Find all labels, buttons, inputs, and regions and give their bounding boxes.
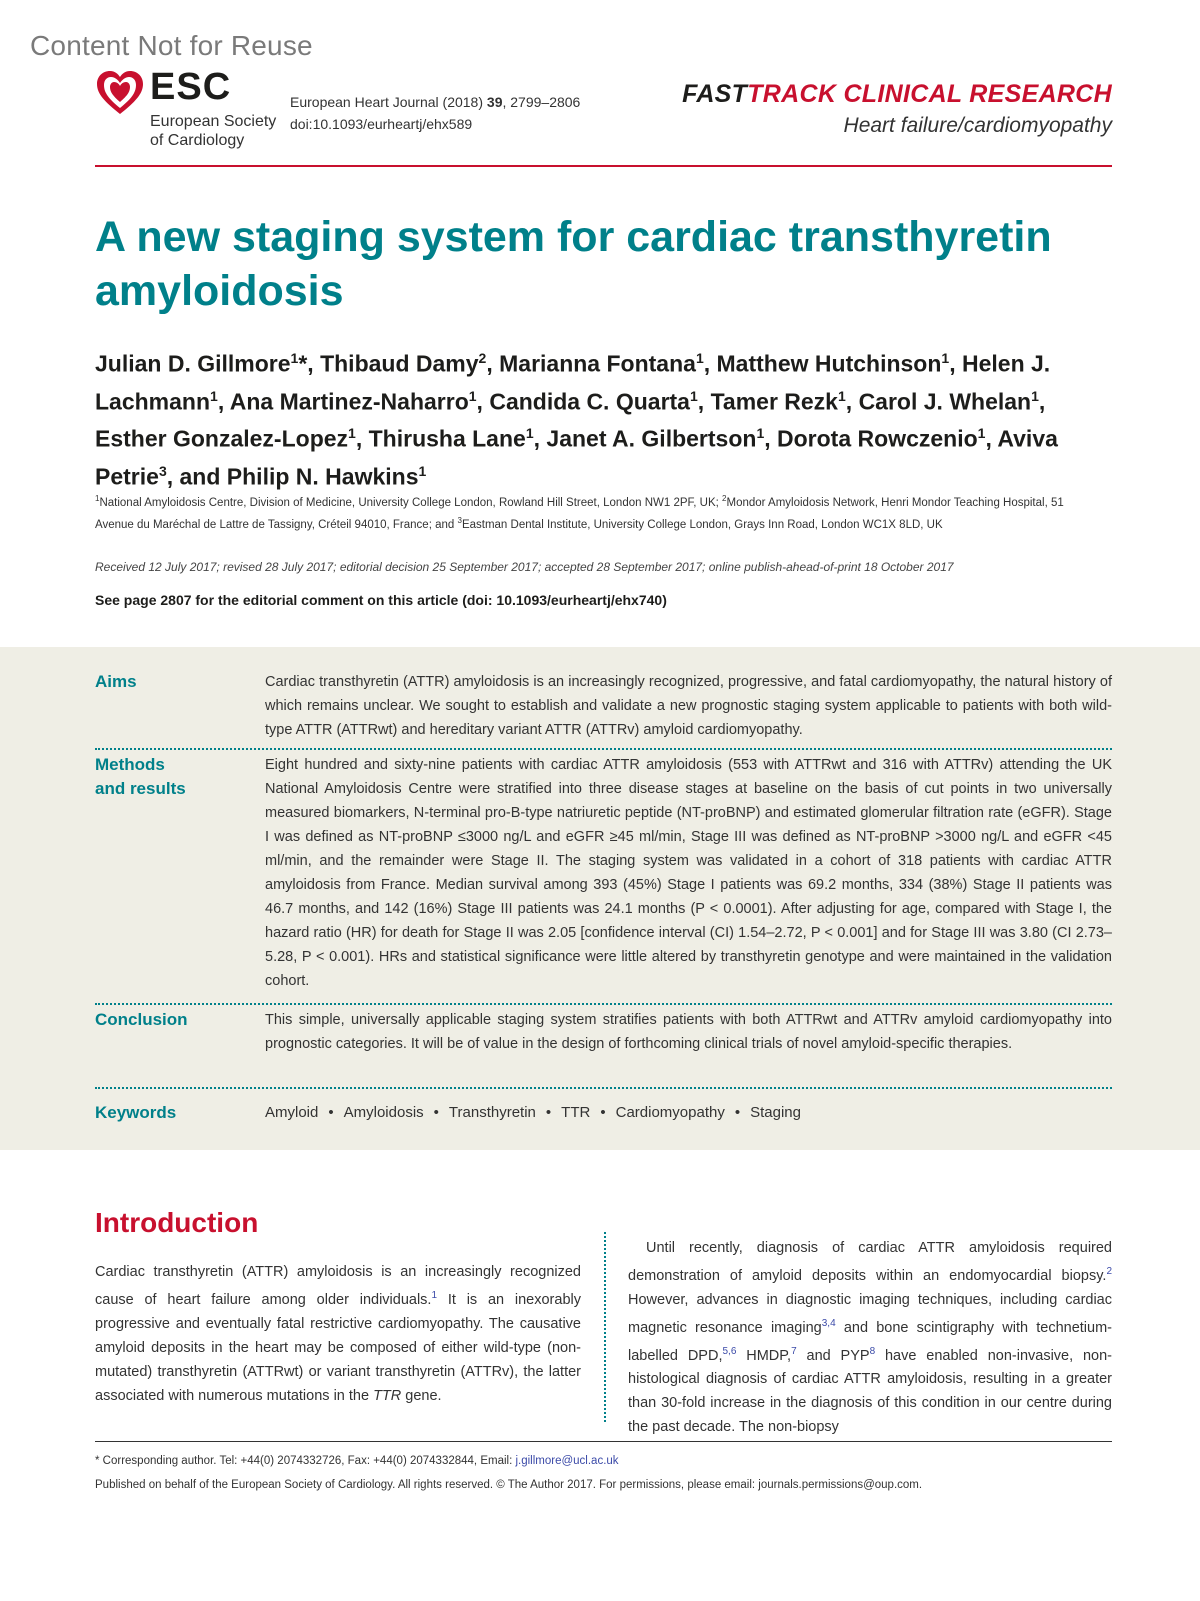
introduction-left-column [95, 1260, 581, 1408]
intro-right-text-5: and PYP [796, 1347, 870, 1364]
header-divider [95, 165, 1112, 167]
citation-line [290, 91, 580, 113]
section-fast: FAST [682, 80, 748, 108]
intro-right-text-6: have enabled non-invasive, non-histological diagnosis of cardiac ATTR amyloidosis, resulting in a greater than 30-fold increase in the diagnosis of this condition in our centre during the past decade. The non-biopsy [628, 1347, 1113, 1436]
keyword: Transthyretin [448, 1104, 536, 1121]
author-affiliation-mark: 1 [689, 387, 698, 404]
keyword: Staging [750, 1104, 801, 1121]
author-name: Janet A. Gilbertson [546, 425, 757, 452]
conclusion-text: This simple, universally applicable staging system stratifies patients with both ATTRwt and ATTRv amyloid cardiomyopathy into prognostic categories. It will be of value in the design of forthcoming clinical trials of novel amyloid-specific therapies. [265, 1012, 1112, 1052]
esc-logo [95, 64, 285, 148]
abstract-divider [95, 1087, 1112, 1089]
author-name: Thirusha Lane [368, 425, 526, 452]
introduction-right-column [628, 1236, 1112, 1439]
aims-text: Cardiac transthyretin (ATTR) amyloidosis is an increasingly recognized, progressive, and fatal cardiomyopathy, the natural history of which remains unclear. We sought to establish and validate a new prognostic staging system applicable to patients with both wild-type ATTR (ATTRwt) and hereditary variant ATTR (ATTRv) amyloid cardiomyopathy. [265, 674, 1112, 738]
abstract-divider [95, 1003, 1112, 1005]
author-affiliation-mark: 1 [210, 387, 218, 404]
author-affiliation-mark: 1 [525, 425, 534, 442]
column-divider [604, 1232, 606, 1422]
keyword: Amyloid [265, 1104, 319, 1121]
methods-label [95, 753, 245, 801]
corresponding-email-link[interactable]: j.gillmore@ucl.ac.uk [515, 1455, 619, 1467]
publication-note: Published on behalf of the European Society of Cardiology. All rights reserved. © The Author 2017. For permissions, please email: journals.permissions@oup.com. [95, 1479, 923, 1491]
author-affiliation-mark: 1 [468, 387, 477, 404]
intro-left-text-2: It is an inexorably progressive and eventually fatal restrictive cardiomyopathy. The causative amyloid deposits in the heart may be composed of either wild-type (non-mutated) transthyretin (ATTRwt) or variant transthyretin (ATTRv), the latter associated with numerous mutations in the [95, 1291, 581, 1404]
keywords-label: Keywords [95, 1103, 177, 1122]
citation-doi: doi:10.1093/eurheartj/ehx589 [290, 116, 473, 132]
author-list: Julian D. Gillmore$^1$*, Thibaud Damy$^2$, Marianna Fontana$^1$, Matthew Hutchinson$^1$, Helen J. Lachmann$^1$, Ana Martinez-Naharro$^1$, Candida C. Quarta$^1$, Tamer Rezk$^1$, Carol J. Whelan$^1$, Esther Gonzalez-Lopez$^1$, Thirusha Lane$^1$, Janet A. Gilbertson$^1$, Dorota Rowczenio$^1$, Aviva Petrie$^3$, and Philip N. Hawkins$^1$ [95, 350, 1058, 490]
logo-line-2: of Cardiology [150, 132, 245, 149]
keyword: TTR [561, 1104, 591, 1121]
intro-right-text-3: and bone scintigraphy with technetium-labelled DPD, [628, 1319, 1112, 1364]
citation-ref-8[interactable]: 8 [869, 1345, 876, 1357]
intro-left-text-1: Cardiac transthyretin (ATTR) amyloidosis is an increasingly recognized cause of heart failure among older individuals. [95, 1264, 581, 1308]
author-name: Philip N. Hawkins [226, 463, 419, 490]
intro-right-text-1: Until recently, diagnosis of cardiac ATTR amyloidosis required demonstration of amyloid deposits within an endomyocardial biopsy. [628, 1240, 1112, 1284]
author-name: Carol J. Whelan [858, 388, 1032, 415]
methods-text: Eight hundred and sixty-nine patients with cardiac ATTR amyloidosis (553 with ATTRwt and 316 with ATTRv) attending the UK National Amyloidosis Centre were stratified into three disease stages at baseline on the basis of cut points in two universally measured biomarkers, N-terminal pro-B-type natriuretic peptide (NT-proBNP) and estimated glomerular filtration rate (eGFR). Stage I was defined as NT-proBNP ≤3000 ng/L and eGFR ≥45 ml/min, Stage III was defined as NT-proBNP >3000 ng/L and eGFR <45 ml/min, and the remainder were Stage II. The staging system was validated in a cohort of 318 patients with cardiac ATTR amyloidosis from France. Median survival among 393 (45%) Stage I patients was 69.2 months, 334 (38%) Stage II patients was 46.7 months, and 142 (16%) Stage III patients was 24.1 months (P < 0.0001). After adjusting for age, compared with Stage I, the hazard ratio (HR) for death for Stage II was 2.05 [confidence interval (CI) 1.54–2.72, P < 0.001] and for Stage III was 3.80 (CI 2.73–5.28, P < 0.001). HRs and statistical significance were little altered by transthyretin genotype and were maintained in the validation cohort. [265, 757, 1112, 989]
logo-line-1: European Society [150, 113, 277, 130]
affiliation-number: 1 [95, 494, 100, 503]
keyword: Cardiomyopathy [615, 1104, 725, 1121]
intro-left-text-3: gene. [401, 1387, 442, 1404]
intro-right-text-2: However, advances in diagnostic imaging techniques, including cardiac magnetic resonance imaging [628, 1291, 1112, 1336]
citation-ref-1[interactable]: 1 [431, 1290, 438, 1301]
author-affiliation-mark: 1 [348, 425, 356, 442]
section-label [682, 80, 1112, 109]
author-affiliation-mark: 1 [290, 350, 299, 366]
author-name: Julian D. Gillmore [95, 350, 291, 377]
corresponding-text: * Corresponding author. Tel: +44(0) 2074332726, Fax: +44(0) 2074332844, Email: [95, 1455, 516, 1467]
author-name: Matthew Hutchinson [716, 350, 942, 377]
citation-prefix: European Heart Journal (2018) [290, 94, 487, 110]
affiliation-number: 3 [457, 515, 462, 525]
author-name: Helen J. Lachmann [95, 350, 1051, 415]
citation-ref-3-4[interactable]: 3,4 [821, 1317, 836, 1329]
journal-citation [290, 91, 580, 135]
author-affiliation-mark: 1 [756, 425, 765, 442]
affiliation-text: Eastman Dental Institute, University College London, Grays Inn Road, London WC1X 8LD, UK [461, 518, 943, 531]
conclusion-label: Conclusion [95, 1010, 188, 1029]
affiliation-text: National Amyloidosis Centre, Division of Medicine, University College London, Rowland Hill Street, London NW1 2PF, UK; [99, 496, 723, 509]
citation-pages: , 2799–2806 [502, 94, 581, 110]
keyword-bullet-icon: • [734, 1104, 741, 1121]
methods-label-line-2: and results [95, 779, 186, 798]
keyword-bullet-icon: • [328, 1104, 334, 1121]
author-affiliation-mark: 3 [158, 462, 167, 479]
citation-ref-2[interactable]: 2 [1106, 1266, 1112, 1277]
logo-abbr: ESC [150, 66, 232, 108]
author-name: Marianna Fontana [499, 350, 696, 377]
logo-name [150, 112, 276, 150]
keyword-list [265, 1101, 811, 1125]
author-name: Aviva Petrie [95, 425, 1058, 490]
aims-label: Aims [95, 672, 137, 691]
section-track: TRACK CLINICAL RESEARCH [747, 80, 1112, 108]
author-affiliation-mark: 1 [941, 350, 950, 366]
article-title: A new staging system for cardiac transthyretin amyloidosis [95, 213, 1052, 315]
author-affiliation-mark: 1 [837, 387, 846, 404]
affiliation-text: Mondor Amyloidosis Network, Henri Mondor Teaching Hospital, 51 Avenue du Maréchal de Lattre de Tassigny, Créteil 94010, France; and [95, 496, 1064, 531]
citation-volume: 39 [486, 94, 503, 110]
watermark: Content Not for Reuse [30, 30, 313, 61]
author-name: Tamer Rezk [710, 388, 838, 415]
keyword-bullet-icon: • [545, 1104, 552, 1121]
author-name: Thibaud Damy [320, 350, 479, 377]
author-affiliation-mark: 1 [418, 462, 427, 479]
author-affiliation-mark: 1 [695, 350, 704, 366]
gene-name: TTR [373, 1387, 402, 1404]
keyword: Amyloidosis [343, 1104, 424, 1121]
author-affiliation-mark: 2 [478, 350, 487, 366]
editorial-note: See page 2807 for the editorial comment on this article (doi: 10.1093/eurheartj/ehx740) [95, 592, 667, 608]
corresponding-author-mark: * [298, 350, 308, 377]
affiliation-number: 2 [722, 494, 727, 503]
citation-ref-5-6[interactable]: 5,6 [722, 1345, 737, 1357]
author-name: Dorota Rowczenio [777, 425, 978, 452]
methods-label-line-1: Methods [95, 755, 165, 774]
article-dates: Received 12 July 2017; revised 28 July 2017; editorial decision 25 September 2017; accepted 28 September 2017; online publish-ahead-of-print 18 October 2017 [95, 560, 954, 574]
author-affiliation-mark: 1 [977, 425, 986, 442]
footnote-divider [95, 1441, 1112, 1442]
author-affiliation-mark: 1 [1031, 387, 1039, 404]
author-name: Candida C. Quarta [489, 388, 690, 415]
section-subject: Heart failure/cardiomyopathy [843, 114, 1112, 137]
keyword-bullet-icon: • [433, 1104, 439, 1121]
corresponding-author-note [95, 1452, 619, 1470]
heart-logo-icon [95, 68, 145, 118]
abstract-divider [95, 748, 1112, 750]
keyword-bullet-icon: • [600, 1104, 606, 1121]
affiliations [95, 490, 1095, 534]
author-name: Esther Gonzalez-Lopez [95, 425, 349, 452]
citation-ref-7[interactable]: 7 [791, 1345, 797, 1357]
introduction-heading: Introduction [95, 1207, 259, 1238]
author-name: Ana Martinez-Naharro [229, 388, 469, 415]
intro-right-text-4: HMDP, [736, 1347, 792, 1364]
